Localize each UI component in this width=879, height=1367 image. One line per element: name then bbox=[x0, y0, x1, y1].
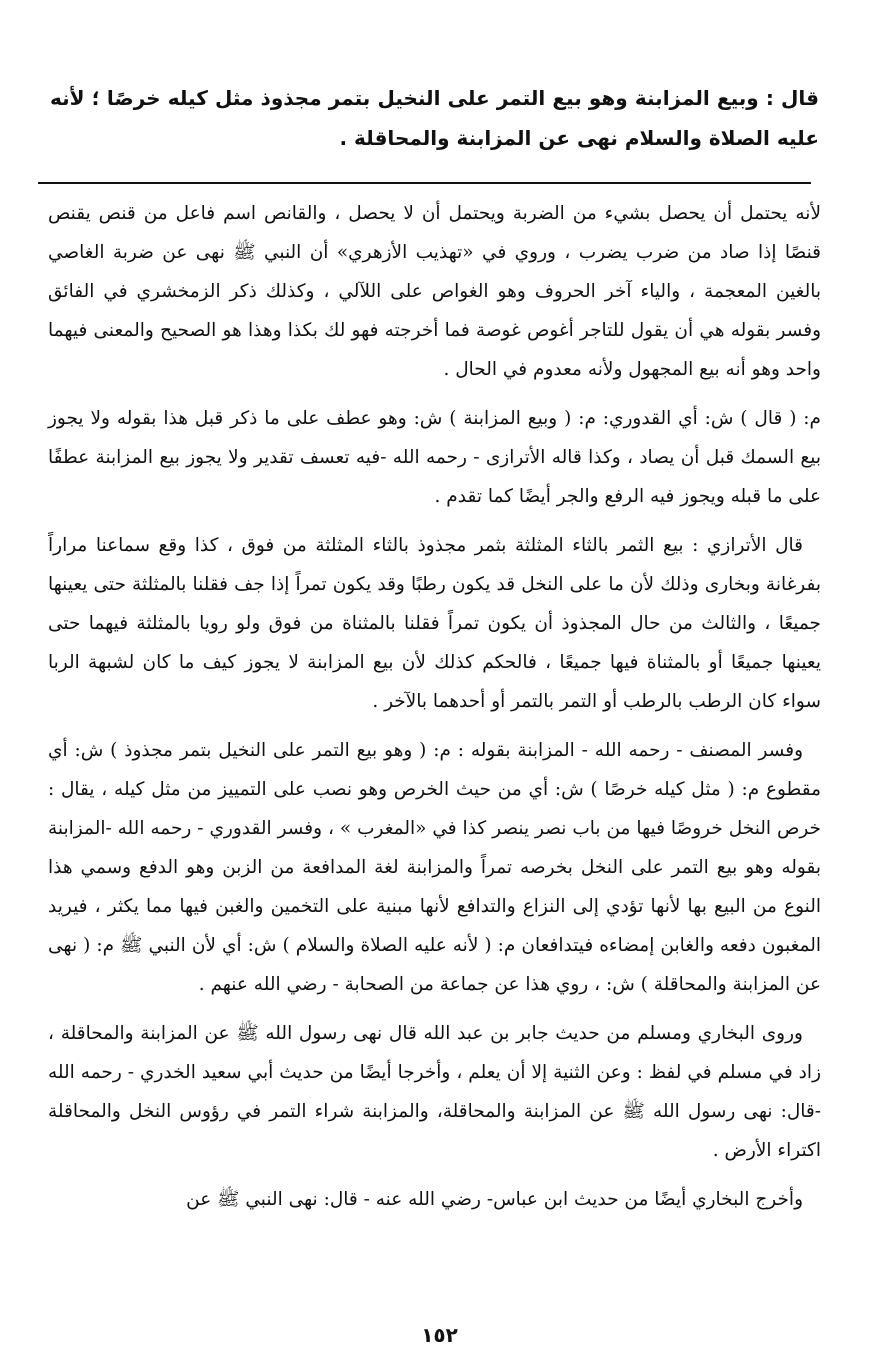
commentary-paragraph-2: م: ( قال ) ش: أي القدوري: م: ( وبيع المزابنة ) ش: وهو عطف على ما ذكر قبل هذا بقوله ولا يجوز بيع السمك قبل أن يصاد ، وكذا قاله الأترازى - رحمه الله -فيه تعسف تقدير ولا يجوز بيع المزابنة عطفًا على ما قبله ويجوز فيه الرفع والجر أيضًا كما تقدم . bbox=[48, 408, 821, 507]
commentary-paragraph-6: وأخرج البخاري أيضًا من حديث ابن عباس- رضي الله عنه - قال: نهى النبي ﷺ عن bbox=[186, 1189, 803, 1210]
section-divider bbox=[38, 182, 811, 184]
commentary-paragraph-3: قال الأترازي : بيع الثمر بالثاء المثلثة بثمر مجذوذ بالثاء المثلثة من فوق ، كذا وقع سماعنا مراراً بفرغانة وبخارى وذلك لأن ما على النخل قد يكون رطبًا وقد يكون تمراً إذا جف فقلنا بالمثلثة حتى يعينها جميعًا ، والثالث من حال المجذوذ أن يكون تمراً فقلنا بالمثناة من فوق ولو رويا بالمثلثة فيهما حتى يعينها جميعًا أو بالمثناة فيها جميعًا ، فالحكم كذلك لأن بيع المزابنة لا يجوز كيف ما كان لشبهة الربا سواء كان الرطب بالرطب أو التمر بالتمر أو أحدهما بالآخر . bbox=[48, 535, 821, 712]
document-page bbox=[48, 78, 821, 1367]
commentary-paragraph-4: وفسر المصنف - رحمه الله - المزابنة بقوله : م: ( وهو بيع التمر على النخيل بتمر مجذوذ ) ش: أي مقطوع م: ( مثل كيله خرصًا ) ش: أي من حيث الخرص وهو نصب على التمييز من مثل كيله ، يقال : خرص النخل خروصًا فيها من باب نصر ينصر كذا في «المغرب » ، وفسر القدوري - رحمه الله -المزابنة بقوله وهو بيع التمر على النخل بخرصه تمراً والمزابنة لغة المدافعة من الزبن وهو الدفع وسمي هذا النوع من البيع بها لأنها تؤدي إلى النزاع والتدافع لأنها مبنية على التخمين والغبن فيها مما يكثر ، فيريد المغبون دفعه والغابن إمضاءه فيتدافعان م: ( لأنه عليه الصلاة والسلام ) ش: أي لأن النبي ﷺ م: ( نهى عن المزابنة والمحاقلة ) ش: ، روي هذا عن جماعة من الصحابة - رضي الله عنهم . bbox=[48, 740, 821, 995]
page-number: ١٥٢ bbox=[421, 1323, 458, 1347]
commentary-paragraph-5: وروى البخاري ومسلم من حديث جابر بن عبد الله قال نهى رسول الله ﷺ عن المزابنة والمحاقلة ، زاد في مسلم في لفظ : وعن الثنية إلا أن يعلم ، وأخرجا أيضًا من حديث أبي سعيد الخدري - رحمه الله -قال: نهى رسول الله ﷺ عن المزابنة والمحاقلة، والمزابنة شراء التمر في رؤوس النخل والمحاقلة اكتراء الأرض . bbox=[48, 1023, 821, 1161]
commentary-paragraph-1: لأنه يحتمل أن يحصل بشيء من الضربة ويحتمل أن لا يحصل ، والقانص اسم فاعل من قنص يقنص قنصًا إذا صاد من ضرب يضرب ، وروي في «تهذيب الأزهري» أن النبي ﷺ نهى عن ضربة الغاصي بالغين المعجمة ، والياء آخر الحروف وهو الغواص على اللآلي ، وكذلك ذكر الزمخشري في الفائق وفسر بقوله هي أن يقول للتاجر أغوص غوصة فما أخرجته فهو لك بكذا وهذا هو الصحيح والمعنى فيهما واحد وهو أنه بيع المجهول ولأنه معدوم في الحال . bbox=[48, 203, 821, 380]
matn-text: قال : وبيع المزابنة وهو بيع التمر على النخيل بتمر مجذوذ مثل كيله خرصًا ؛ لأنه عليه الصلاة والسلام نهى عن المزابنة والمحاقلة . bbox=[50, 86, 819, 150]
